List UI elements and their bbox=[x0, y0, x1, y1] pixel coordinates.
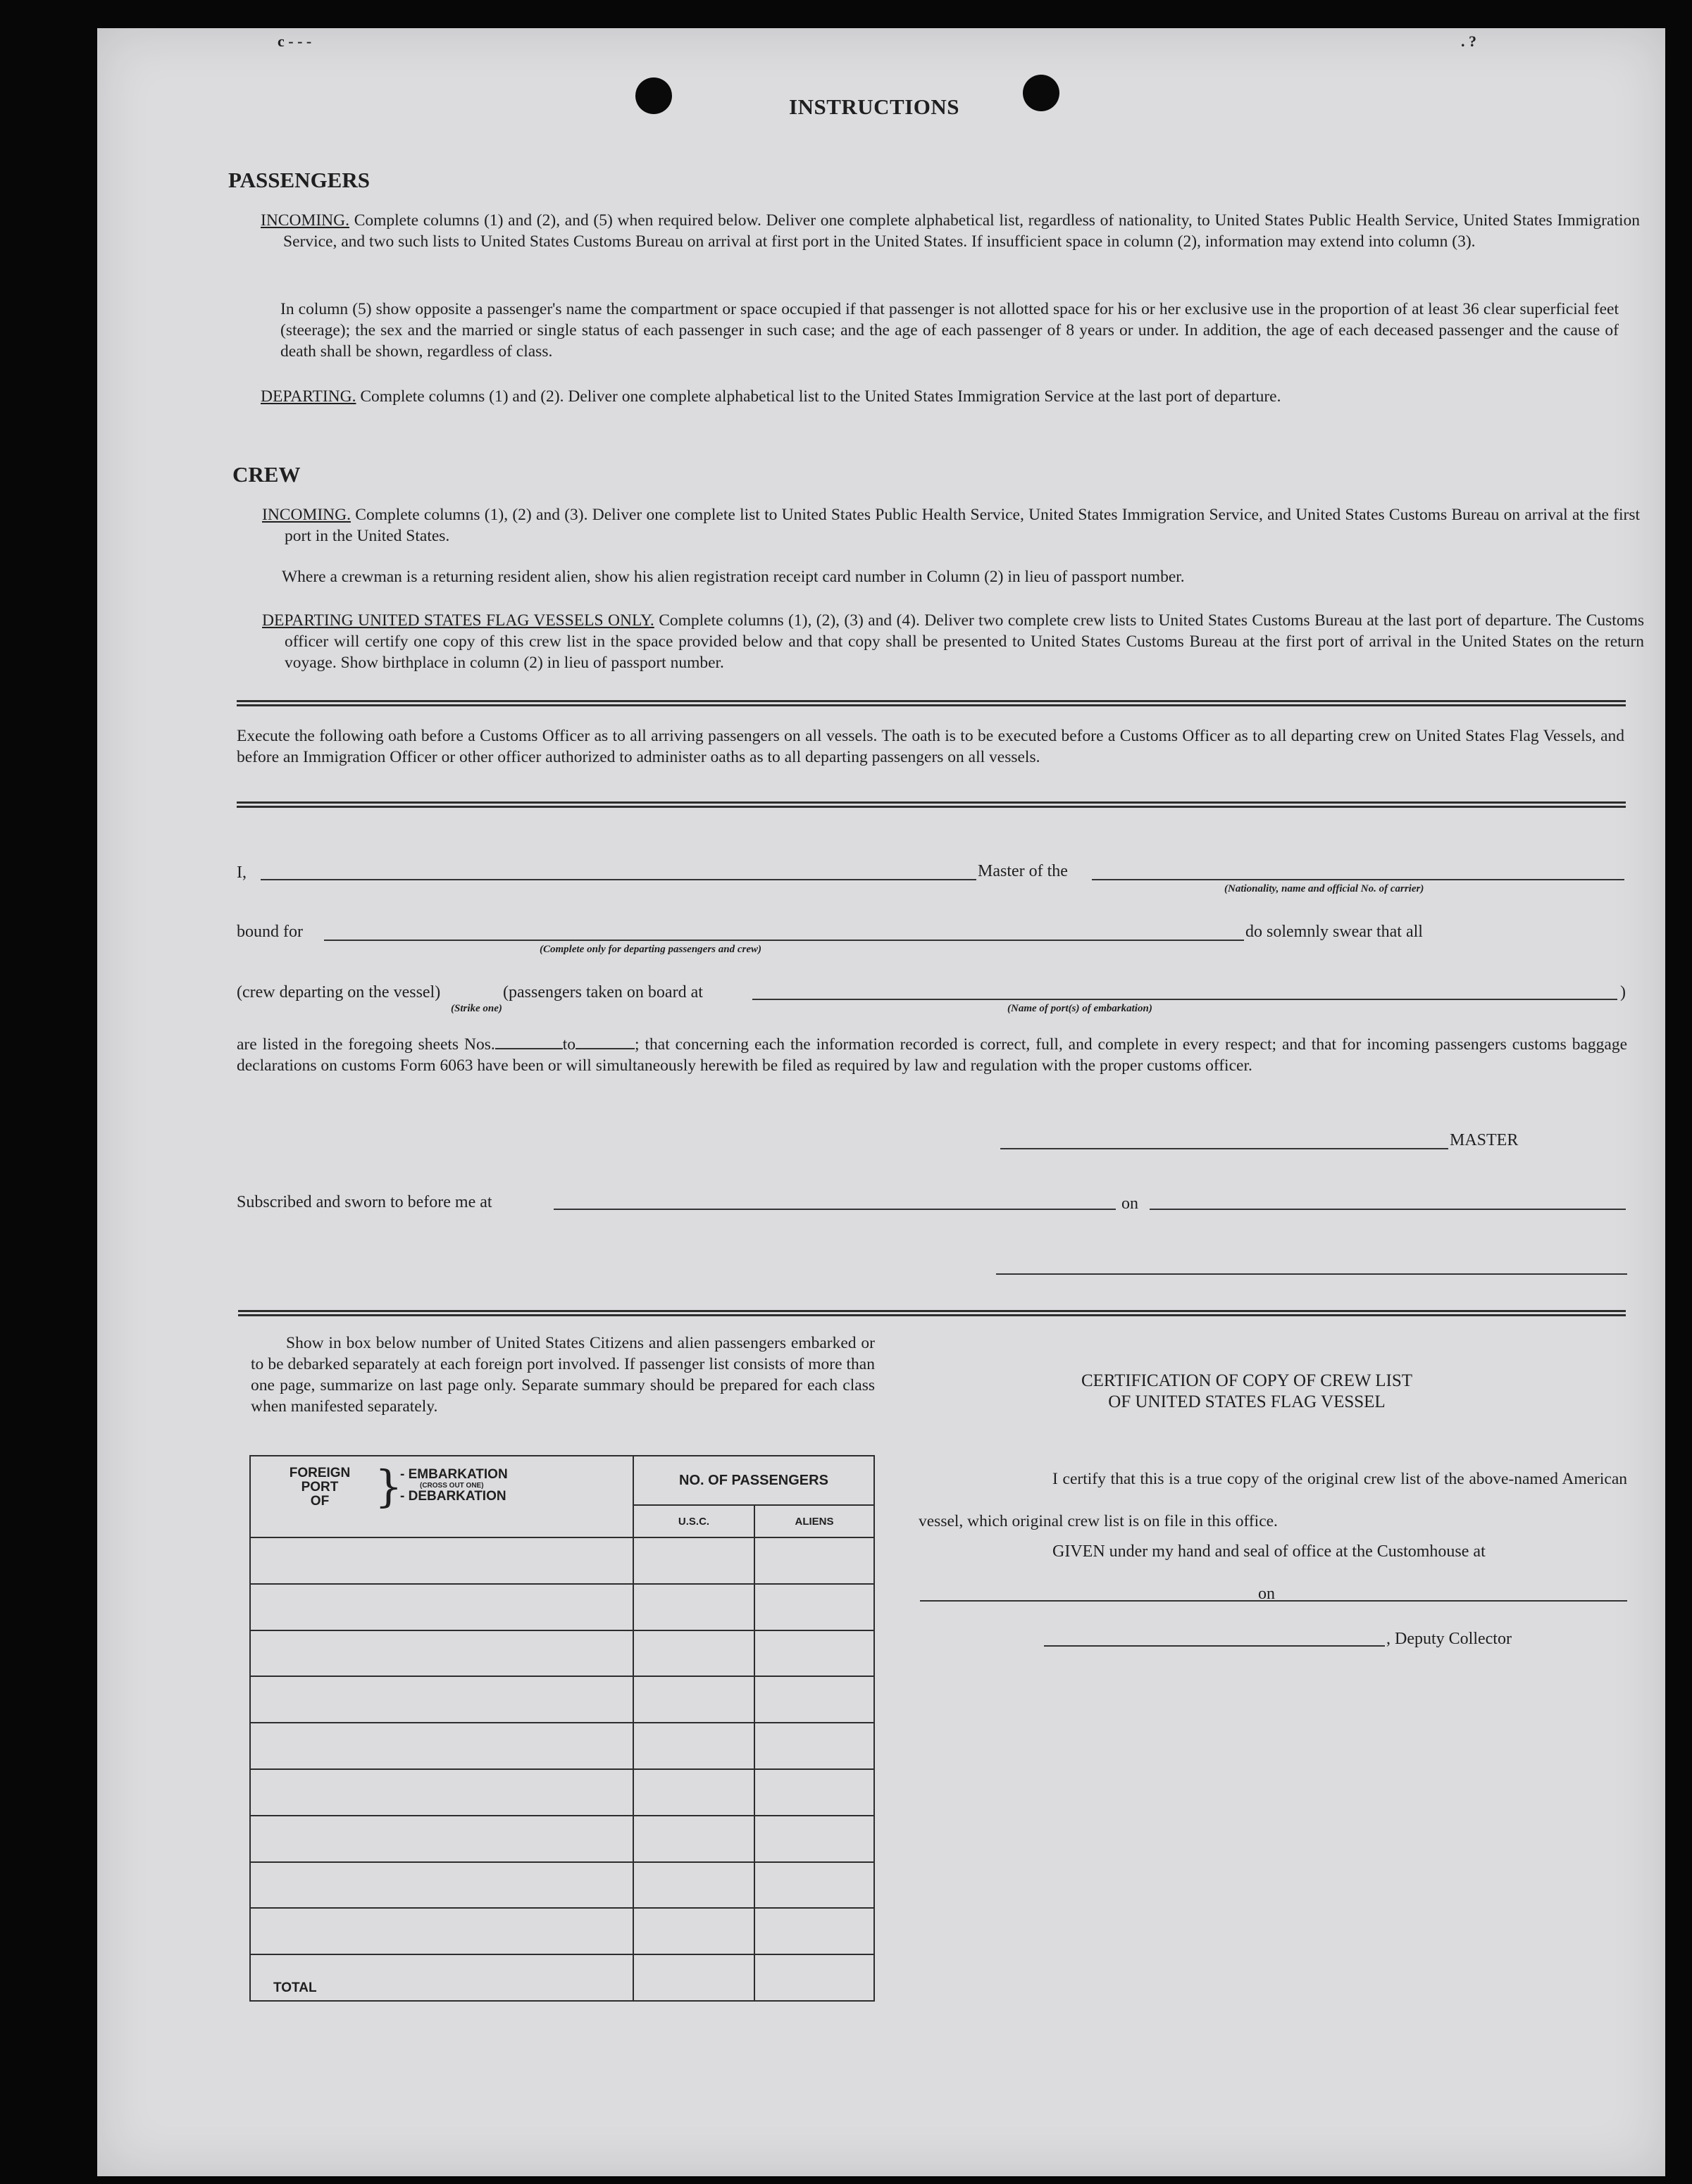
aliens-cell[interactable] bbox=[754, 1630, 874, 1677]
usc-cell[interactable] bbox=[633, 1908, 754, 1954]
carrier-field[interactable] bbox=[1092, 879, 1624, 880]
nationality-caption: (Nationality, name and official No. of carrier) bbox=[1224, 883, 1424, 894]
certification-title-line2: OF UNITED STATES FLAG VESSEL bbox=[1108, 1392, 1386, 1411]
certify-paragraph: I certify that this is a true copy of the original crew list of the above-named American vessel, which original crew list is on file in this office. bbox=[919, 1470, 1627, 1530]
officer-signature-field[interactable] bbox=[996, 1273, 1627, 1275]
port-label: PORT bbox=[301, 1480, 339, 1495]
aliens-cell[interactable] bbox=[754, 1584, 874, 1630]
complete-only-caption: (Complete only for departing passengers and crew) bbox=[540, 944, 761, 955]
aliens-cell[interactable] bbox=[754, 1723, 874, 1769]
port-cell[interactable] bbox=[250, 1676, 633, 1723]
sworn-place-field[interactable] bbox=[554, 1209, 1116, 1210]
embarkation-port-field[interactable] bbox=[752, 999, 1617, 1000]
listed-paragraph bbox=[237, 1034, 1627, 1076]
to-word: to bbox=[562, 1035, 576, 1054]
punch-hole-left bbox=[635, 77, 672, 114]
passengers-column5-paragraph: In column (5) show opposite a passenger's name the compartment or space occupied if that passenger is not allotted space for his or her exclusive use in the proportion of at least 36 clear superficial feet (steerage); the sex and the married or single status of each passenger in such case; and the age of each passenger of 8 years or under. In addition, the age of each deceased passenger and the cause of death shall be shown, regardless of class. bbox=[280, 300, 1619, 361]
customhouse-field[interactable] bbox=[920, 1600, 1350, 1602]
certification-on-label: on bbox=[1258, 1585, 1275, 1603]
bound-for-label: bound for bbox=[237, 923, 303, 941]
foreign-label: FOREIGN bbox=[289, 1466, 351, 1480]
bound-for-field[interactable] bbox=[324, 940, 1244, 941]
oath-i-label: I, bbox=[237, 863, 247, 882]
usc-cell[interactable] bbox=[633, 1816, 754, 1862]
certification-title bbox=[965, 1371, 1529, 1413]
usc-cell[interactable] bbox=[633, 1769, 754, 1816]
usc-cell[interactable] bbox=[633, 1862, 754, 1909]
corner-mark-left: c - - - bbox=[278, 32, 312, 50]
certification-date-field[interactable] bbox=[1288, 1600, 1627, 1602]
master-name-field[interactable] bbox=[261, 879, 976, 880]
crew-incoming-label: INCOMING. bbox=[262, 506, 351, 524]
corner-mark-right: . ? bbox=[1461, 32, 1476, 50]
crew-heading: CREW bbox=[232, 462, 301, 487]
sheet-from-field[interactable] bbox=[495, 1034, 563, 1049]
total-usc-cell[interactable] bbox=[633, 1954, 754, 2001]
usc-cell[interactable] bbox=[633, 1584, 754, 1630]
passengers-departing-text: Complete columns (1) and (2). Deliver one complete alphabetical list to the United States Immigration Service at the last port of departure. bbox=[360, 387, 1281, 406]
deputy-signature-field[interactable] bbox=[1044, 1645, 1385, 1647]
passengers-taken-option: (passengers taken on board at bbox=[503, 983, 703, 1001]
sheet-to-field[interactable] bbox=[576, 1034, 635, 1049]
port-cell[interactable] bbox=[250, 1584, 633, 1630]
punch-hole-right bbox=[1023, 75, 1059, 111]
passengers-incoming-label: INCOMING. bbox=[261, 211, 349, 230]
aliens-cell[interactable] bbox=[754, 1769, 874, 1816]
crew-resident-paragraph: Where a crewman is a returning resident alien, show his alien registration receipt card number in Column (2) in lieu of passport number. bbox=[282, 568, 1185, 586]
aliens-cell[interactable] bbox=[754, 1862, 874, 1909]
brace-icon: } bbox=[375, 1461, 403, 1512]
passengers-heading: PASSENGERS bbox=[228, 168, 370, 192]
passengers-incoming-text: Complete columns (1) and (2), and (5) when required below. Deliver one complete alphabetical list, regardless of nationality, to United States Public Health Service, United States Immigration Service, and two such lists to United States Customs Bureau on arrival at first port in the United States. If insufficient space in column (2), information may extend into column (3). bbox=[283, 211, 1641, 251]
aliens-cell[interactable] bbox=[754, 1537, 874, 1584]
summary-table bbox=[249, 1455, 875, 2002]
usc-cell[interactable] bbox=[633, 1723, 754, 1769]
cross-out-label: (CROSS OUT ONE) bbox=[420, 1482, 484, 1490]
form-page bbox=[97, 28, 1665, 2176]
close-paren: ) bbox=[1620, 983, 1626, 1001]
aliens-cell[interactable] bbox=[754, 1676, 874, 1723]
master-signature-field[interactable] bbox=[1000, 1148, 1448, 1149]
embarkation-label: - EMBARKATION bbox=[400, 1467, 508, 1482]
subscribed-label: Subscribed and sworn to before me at bbox=[237, 1193, 492, 1211]
crew-departing-label: DEPARTING UNITED STATES FLAG VESSELS ONLY. bbox=[262, 611, 654, 630]
aliens-cell[interactable] bbox=[754, 1908, 874, 1954]
foreign-port-of-label bbox=[278, 1466, 362, 1509]
port-cell[interactable] bbox=[250, 1723, 633, 1769]
master-label: MASTER bbox=[1450, 1131, 1519, 1149]
crew-incoming-text: Complete columns (1), (2) and (3). Deliver one complete list to United States Public Health Service, United States Immigration Service, and United States Customs Bureau on arrival at the first port in the United States. bbox=[285, 506, 1640, 545]
crew-incoming-paragraph bbox=[262, 504, 1640, 547]
divider-double bbox=[238, 1310, 1626, 1316]
oath-intro: Execute the following oath before a Customs Officer as to all arriving passengers on all vessels. The oath is to be executed before a Customs Officer as to all departing crew on United States Flag Vessels, and before an Immigration Officer or other officer authorized to administer oaths as to all departing passengers on all vessels. bbox=[237, 727, 1624, 766]
port-cell[interactable] bbox=[250, 1537, 633, 1584]
divider-double bbox=[237, 801, 1626, 808]
port-cell[interactable] bbox=[250, 1908, 633, 1954]
swear-label: do solemnly swear that all bbox=[1245, 923, 1423, 941]
aliens-header: ALIENS bbox=[754, 1505, 874, 1537]
given-text: GIVEN under my hand and seal of office at the Customhouse at bbox=[1052, 1542, 1486, 1561]
no-of-passengers-header: NO. OF PASSENGERS bbox=[633, 1456, 874, 1505]
master-of-the-label: Master of the bbox=[978, 862, 1068, 880]
summary-instructions: Show in box below number of United States Citizens and alien passengers embarked or to be debarked separately at each foreign port involved. If passenger list consists of more than one page, summarize on last page only. Separate summary should be prepared for each class when manifested separately. bbox=[251, 1334, 875, 1416]
deputy-collector-label: , Deputy Collector bbox=[1386, 1630, 1512, 1648]
certification-title-line1: CERTIFICATION OF COPY OF CREW LIST bbox=[1081, 1371, 1413, 1390]
aliens-cell[interactable] bbox=[754, 1816, 874, 1862]
crew-departing-option: (crew departing on the vessel) bbox=[237, 983, 441, 1001]
divider-double bbox=[237, 700, 1626, 706]
sworn-on-label: on bbox=[1121, 1194, 1138, 1213]
passengers-departing-label: DEPARTING. bbox=[261, 387, 356, 406]
port-header-cell bbox=[250, 1456, 633, 1537]
sworn-date-field[interactable] bbox=[1150, 1209, 1626, 1210]
crew-departing-paragraph bbox=[262, 610, 1644, 673]
usc-cell[interactable] bbox=[633, 1630, 754, 1677]
page-title: INSTRUCTIONS bbox=[789, 94, 960, 119]
passengers-departing-paragraph bbox=[261, 386, 1640, 407]
of-label: OF bbox=[310, 1494, 330, 1509]
debarkation-label: - DEBARKATION bbox=[400, 1489, 506, 1504]
usc-header: U.S.C. bbox=[633, 1505, 754, 1537]
ports-caption: (Name of port(s) of embarkation) bbox=[1007, 1003, 1152, 1014]
total-aliens-cell[interactable] bbox=[754, 1954, 874, 2001]
total-label: TOTAL bbox=[250, 1954, 633, 2001]
port-cell[interactable] bbox=[250, 1630, 633, 1677]
usc-cell[interactable] bbox=[633, 1676, 754, 1723]
port-cell[interactable] bbox=[250, 1769, 633, 1816]
crew-departing-text: Complete columns (1), (2), (3) and (4). Deliver two complete crew lists to United States Customs Bureau at the last port of departure. The Customs officer will certify one copy of this crew list in the space provided below and that copy shall be presented to United States Customs Bureau at the first port of arrival in the United States on the return voyage. Show birthplace in column (2) in lieu of passport number. bbox=[285, 611, 1645, 672]
usc-cell[interactable] bbox=[633, 1537, 754, 1584]
port-cell[interactable] bbox=[250, 1862, 633, 1909]
port-cell[interactable] bbox=[250, 1816, 633, 1862]
listed-prefix: are listed in the foregoing sheets Nos. bbox=[237, 1035, 495, 1054]
strike-one-caption: (Strike one) bbox=[451, 1003, 502, 1014]
listed-rest: ; that concerning each the information recorded is correct, full, and complete in every respect; and that for incoming passengers customs baggage declarations on customs Form 6063 have been or will simultaneously herewith be filed as required by law and regulation with the proper customs officer. bbox=[237, 1035, 1628, 1075]
passengers-incoming-paragraph bbox=[261, 210, 1640, 252]
